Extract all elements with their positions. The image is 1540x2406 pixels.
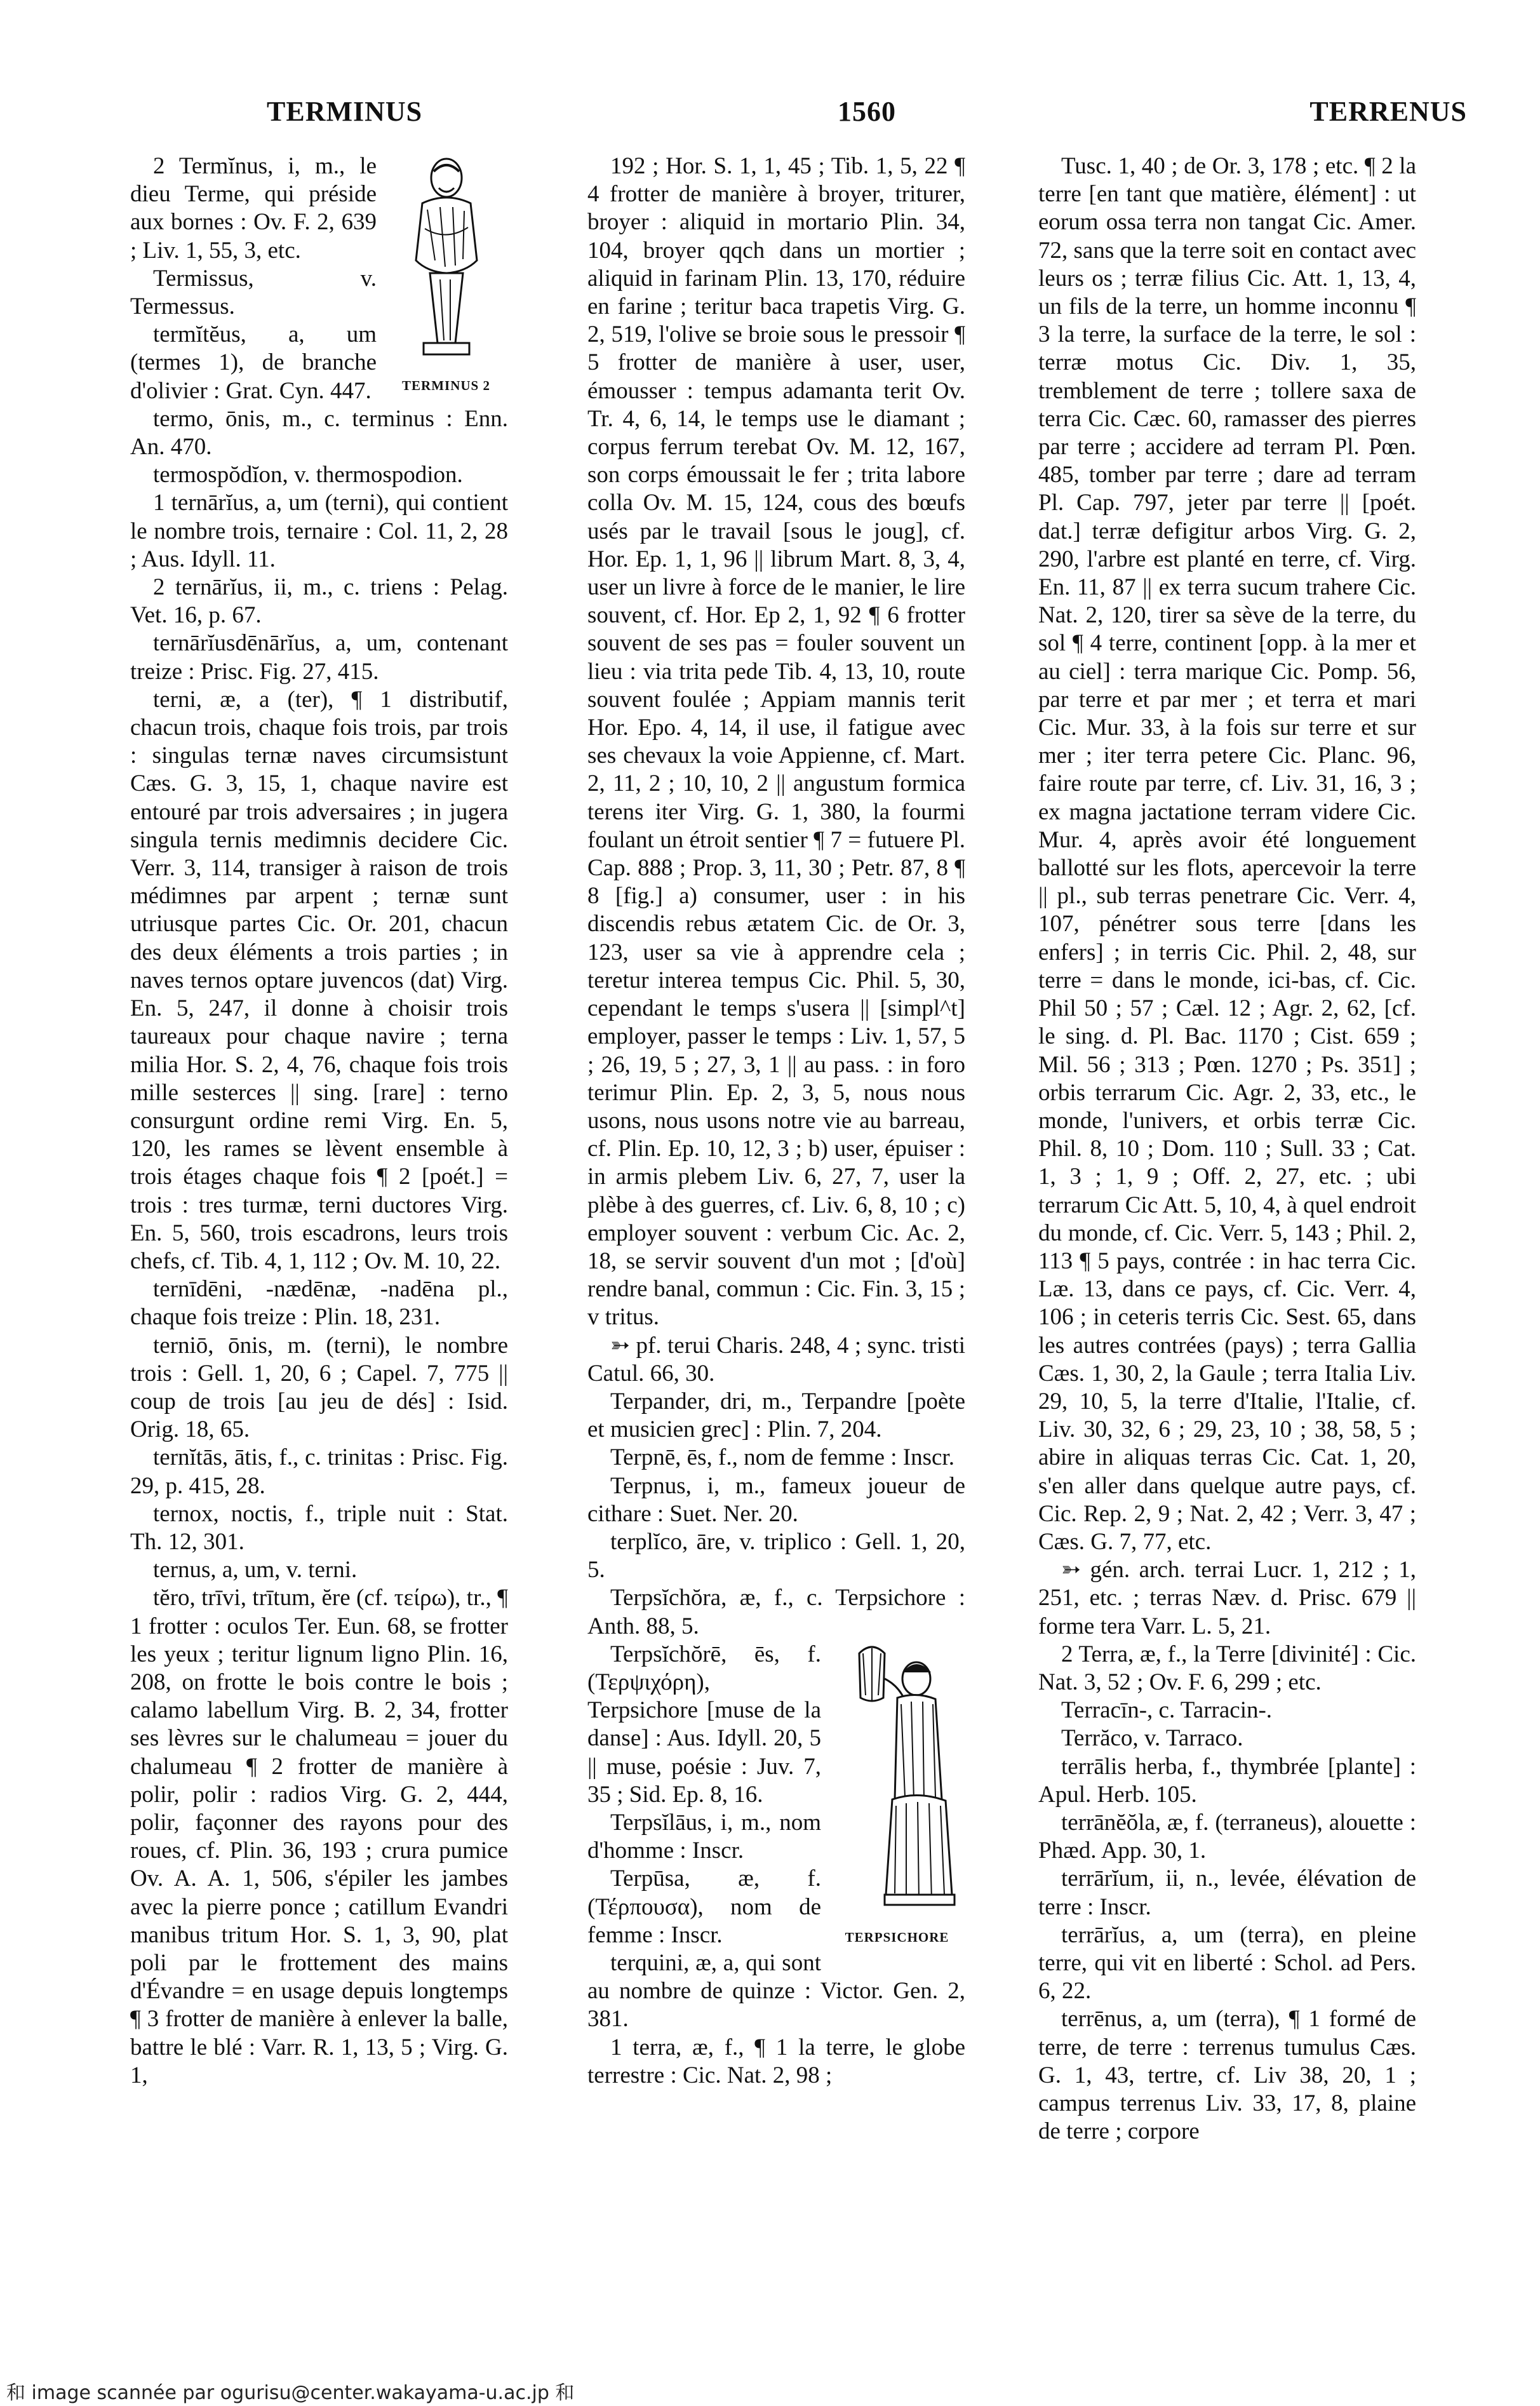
- page-header: [267, 95, 1467, 140]
- dictionary-entry: tĕro, trīvi, trītum, ĕre (cf. τείρω), tr., ¶ 1 frotter : oculos Ter. Eun. 68, se frotter les yeux ; teritur lignum ligno Plin. 16, 208, on frotte le bois contre le bois ; calamo labellum Virg. B. 2, 34, frotter ses lèvres sur le chalumeau = jouer du chalumeau ¶ 2 frotter de manière à polir, polir : radios Virg. G. 2, 444, polir, façonner des rayons pour des roues, cf. Plin. 36, 193 ; crura pumice Ov. A. A. 1, 506, s'épiler les jambes avec la pierre ponce ; catillum Evandri manibus tritum Hor. S. 1, 3, 90, plat poli par le frottement des mains d'Évandre = en usage depuis longtemps ¶ 3 frotter de manière à enlever la balle, battre le blé : Varr. R. 1, 13, 5 ; Virg. G. 1,: [130, 1585, 508, 2088]
- dictionary-entry: terrārĭum, ii, n., levée, élévation de terre : Inscr.: [1038, 1865, 1416, 1920]
- dictionary-entry: termĭtĕus, a, um (termes 1), de branche d'olivier : Grat. Cyn. 447.: [130, 321, 377, 404]
- dictionary-entry: Terpūsa, æ, f. (Τέρπουσα), nom de femme : Inscr.: [587, 1865, 821, 1948]
- dictionary-entry: ternox, noctis, f., triple nuit : Stat. Th. 12, 301.: [130, 1500, 508, 1555]
- dictionary-entry: Terpnē, ēs, f., nom de femme : Inscr.: [610, 1444, 954, 1471]
- dictionary-entry: terrārĭus, a, um (terra), en pleine terre, qui vit en liberté : Schol. ad Pers. 6, 22.: [1038, 1921, 1416, 2005]
- terpsichore-muse-illustration: [834, 1641, 961, 1914]
- dictionary-entry: ternus, a, um, v. terni.: [153, 1557, 358, 1583]
- page-number: 1560: [838, 96, 896, 127]
- terpsichore-figure-caption: TERPSICHORE: [845, 1929, 949, 1945]
- dictionary-entry: Terpnus, i, m., fameux joueur de cithare : Suet. Ner. 20.: [587, 1472, 965, 1527]
- dictionary-entry: terquini, æ, a, qui sont au nombre de quinze : Victor. Gen. 2, 381.: [587, 1950, 965, 2033]
- terminus-figure-caption: TERMINUS 2: [402, 378, 490, 394]
- column-2: [587, 152, 965, 2306]
- dictionary-entry: 2 ternārĭus, ii, m., c. triens : Pelag. Vet. 16, p. 67.: [130, 574, 508, 629]
- dictionary-entry: 2 Terra, æ, f., la Terre [divinité] : Cic. Nat. 3, 52 ; Ov. F. 6, 299 ; etc.: [1038, 1641, 1416, 1695]
- dictionary-entry: termospŏdĭon, v. thermospodion.: [153, 462, 463, 488]
- terminus-figure: [384, 152, 508, 400]
- dictionary-entry: 1 ternārĭus, a, um (terni), qui contient le nombre trois, ternaire : Col. 11, 2, 28 ; Aus. Idyll. 11.: [130, 490, 508, 572]
- dictionary-entry: termo, ōnis, m., c. terminus : Enn. An. 470.: [130, 405, 508, 460]
- dictionary-entry: terrānĕŏla, æ, f. (terraneus), alouette : Phæd. App. 30, 1.: [1038, 1809, 1416, 1864]
- dictionary-entry: Terpander, dri, m., Terpandre [poète et musicien grec] : Plin. 7, 204.: [587, 1388, 965, 1443]
- dictionary-entry: 1 terra, æ, f., ¶ 1 la terre, le globe terrestre : Cic. Nat. 2, 98 ;: [587, 2034, 965, 2088]
- dictionary-entry: ternĭtās, ātis, f., c. trinitas : Prisc. Fig. 29, p. 415, 28.: [130, 1444, 508, 1499]
- dictionary-entry: 2 Termĭnus, i, m., le dieu Terme, qui préside aux bornes : Ov. F. 2, 639 ; Liv. 1, 55, 3, etc.: [130, 153, 377, 264]
- dictionary-entry: Tusc. 1, 40 ; de Or. 3, 178 ; etc. ¶ 2 la terre [en tant que matière, élément] : ut eorum ossa terra non tangat Cic. Amer. 72, sans que la terre soit en contact avec leurs os ; terræ filius Cic. Att. 1, 13, 4, un fils de la terre, un homme inconnu ¶ 3 la terre, la surface de la terre, le sol : terræ motus Cic. Div. 1, 35, tremblement de terre ; tollere saxa de terra Cic. Cæc. 60, ramasser des pierres par terre ; accidere ad terram Pl. Pœn. 485, tomber par terre ; dare ad terram Pl. Cap. 797, jeter par terre || [poét. dat.] terræ defigitur arbos Virg. G. 2, 290, l'arbre est planté en terre, cf. Virg. En. 11, 87 || ex terra sucum trahere Cic. Nat. 2, 120, tirer sa sève de la terre, du sol ¶ 4 terre, continent [opp. à la mer et au ciel] : terra marique Cic. Pomp. 56, par terre et par mer ; et terra et mari Cic. Mur. 33, à la fois sur terre et sur mer ; iter terra petere Cic. Planc. 96, faire route par terre, cf. Liv. 31, 16, 3 ; ex magna jactatione terram videre Cic. Mur. 4, après avoir été longuement ballotté sur les flots, apercevoir la terre || pl., sub terras penetrare Cic. Verr. 4, 107, pénétrer sous terre [dans les enfers] ; in terris Cic. Phil. 2, 48, sur terre = dans le monde, ici-bas, cf. Cic. Phil 50 ; 57 ; Cæl. 12 ; Agr. 2, 62, [cf. le sing. d. Pl. Bac. 1170 ; Cist. 659 ; Mil. 56 ; 313 ; Pœn. 1270 ; Ps. 351] ; orbis terrarum Cic. Agr. 2, 33, etc., le monde, l'univers, et orbis terræ Cic. Phil. 8, 10 ; Dom. 110 ; Sull. 33 ; Cat. 1, 3 ; 1, 9 ; Off. 2, 27, etc. ; ubi terrarum Cic Att. 5, 10, 4, à quel endroit du monde, cf. Cic. Verr. 5, 143 ; Phil. 2, 113 ¶ 5 pays, contrée : in hac terra Cic. Læ. 13, dans ce pays, cf. Cic. Verr. 4, 106 ; in ceteris terris Cic. Sest. 65, dans les autres contrées (pays) ; terra Gallia Cæs. 1, 30, 2, la Gaule ; terra Italia Liv. 29, 10, 5, la terre d'Italie, l'Italie, cf. Liv. 30, 32, 6 ; 29, 23, 10 ; 38, 58, 5 ; abire in aliquas terras Cic. Cat. 1, 20, s'en aller dans quelque autre pays, cf. Cic. Rep. 2, 9 ; Nat. 2, 42 ; Verr. 3, 47 ; Cæs. G. 7, 77, etc.: [1038, 153, 1416, 1555]
- scan-credit-footer: 和 image scannée par ogurisu@center.wakayama-u.ac.jp 和: [6, 2382, 575, 2404]
- terpsichore-figure: [829, 1641, 965, 1951]
- dictionary-entry: Terpsĭchŏrē, ēs, f. (Τερψιχόρη), Terpsichore [muse de la danse] : Aus. Idyll. 20, 5 || muse, poésie : Juv. 7, 35 ; Sid. Ep. 8, 16.: [587, 1641, 821, 1808]
- column-1: [130, 152, 508, 2306]
- dictionary-entry: 192 ; Hor. S. 1, 1, 45 ; Tib. 1, 5, 22 ¶ 4 frotter de manière à broyer, triturer, broyer : aliquid in mortario Plin. 34, 104, broyer qqch dans un mortier ; aliquid in farinam Plin. 13, 170, réduire en farine ; teritur baca trapetis Virg. G. 2, 519, l'olive se broie sous le pressoir ¶ 5 frotter de manière à user, user, émousser : tempus adamanta terit Ov. Tr. 4, 6, 14, le temps use le diamant ; corpus ferrum terebat Ov. M. 12, 167, son corps émoussait le fer ; trita labore colla Ov. M. 15, 124, cous des bœufs usés par le travail [sous le joug], cf. Hor. Ep. 1, 1, 96 || librum Mart. 8, 3, 4, user un livre à force de le manier, le lire souvent, cf. Hor. Ep 2, 1, 92 ¶ 6 frotter souvent de ses pas = fouler souvent un lieu : via trita pede Tib. 4, 13, 10, route souvent foulée ; Appiam mannis terit Hor. Epo. 4, 14, il use, il fatigue avec ses chevaux la voie Appienne, cf. Mart. 2, 11, 2 ; 10, 10, 2 || angustum formica terens iter Virg. G. 1, 380, la fourmi foulant un étroit sentier ¶ 7 = futuere Pl. Cap. 888 ; Prop. 3, 11, 30 ; Petr. 87, 8 ¶ 8 [fig.] a) consumer, user : in his discendis rebus ætatem Cic. de Or. 3, 123, user sa vie à apprendre cela ; teretur interea tempus Cic. Phil. 5, 30, cependant le temps s'usera || [simpl^t] employer, passer le temps : Liv. 1, 57, 5 ; 26, 19, 5 ; 27, 3, 1 || au pass. : in foro terimur Plin. Ep. 2, 3, 5, nous nous usons, nous usons notre vie au barreau, cf. Plin. Ep. 10, 12, 3 ; b) user, épuiser : in armis plebem Liv. 6, 27, 7, user la plèbe à des guerres, cf. Liv. 6, 8, 10 ; c) employer souvent : verbum Cic. Ac. 2, 18, se servir souvent d'un mot ; [d'où] rendre banal, commun : Cic. Fin. 3, 15 ; v tritus.: [587, 153, 965, 1331]
- dictionary-entry: ternārĭusdēnārĭus, a, um, contenant treize : Prisc. Fig. 27, 415.: [130, 630, 508, 685]
- dictionary-entry: terrālis herba, f., thymbrée [plante] : Apul. Herb. 105.: [1038, 1753, 1416, 1808]
- dictionary-entry: Terrăco, v. Tarraco.: [1061, 1725, 1243, 1752]
- dictionary-entry: terni, æ, a (ter), ¶ 1 distributif, chacun trois, chaque fois trois, par trois : singulas ternæ naves circumsistunt Cæs. G. 3, 15, 1, chaque navire est entouré par trois adversaires ; in jugera singula ternis medimnis decidere Cic. Verr. 3, 114, transiger à raison de trois médimnes par arpent ; ternæ sunt utriusque partes Cic. Or. 201, chacun des deux éléments a trois parties ; in naves ternos optare juvencos (dat) Virg. En. 5, 247, il donne à choisir trois taureaux pour chaque navire ; terna milia Hor. S. 2, 4, 76, chaque fois trois mille sesterces || sing. [rare] : terno consurgunt ordine remi Virg. En. 5, 120, les rames se lèvent ensemble à trois étages chaque fois ¶ 2 [poét.] = trois : tres turmæ, terni ductores Virg. En. 5, 560, trois escadrons, leurs trois chefs, cf. Tib. 4, 1, 112 ; Ov. M. 10, 22.: [130, 686, 508, 1274]
- dictionary-entry: terniō, ōnis, m. (terni), le nombre trois : Gell. 1, 20, 6 ; Capel. 7, 775 || coup de trois [au jeu de dés] : Isid. Orig. 18, 65.: [130, 1332, 508, 1443]
- terminus-statue-illustration: [389, 152, 504, 362]
- header-right-guide-word: TERRENUS: [1309, 96, 1467, 127]
- dictionary-entry: Terpsĭlāus, i, m., nom d'homme : Inscr.: [587, 1809, 821, 1864]
- dictionary-entry: ternīdēni, -nædēnæ, -nadēna pl., chaque fois treize : Plin. 18, 231.: [130, 1276, 508, 1331]
- dictionary-entry: Terracīn-, c. Tarracin-.: [1061, 1697, 1273, 1724]
- dictionary-entry: terplĭco, āre, v. triplico : Gell. 1, 20, 5.: [587, 1528, 965, 1583]
- dictionary-entry: Terpsĭchŏra, æ, f., c. Terpsichore : Anth. 88, 5.: [587, 1585, 965, 1639]
- dictionary-entry: ➳ pf. terui Charis. 248, 4 ; sync. tristi Catul. 66, 30.: [587, 1332, 965, 1387]
- dictionary-entry: terrēnus, a, um (terra), ¶ 1 formé de terre, de terre : terrenus tumulus Cæs. G. 1, 43, tertre, cf. Liv 38, 20, 1 ; campus terrenus Liv. 33, 17, 8, plaine de terre ; corpore: [1038, 2006, 1416, 2145]
- dictionary-entry: Termissus, v. Termessus.: [130, 265, 377, 320]
- column-3: [1038, 152, 1416, 2306]
- dictionary-entry: ➳ gén. arch. terrai Lucr. 1, 212 ; 1, 251, etc. ; terras Næv. d. Prisc. 679 || forme tera Varr. L. 5, 21.: [1038, 1557, 1416, 1639]
- header-left-guide-word: TERMINUS: [267, 96, 423, 127]
